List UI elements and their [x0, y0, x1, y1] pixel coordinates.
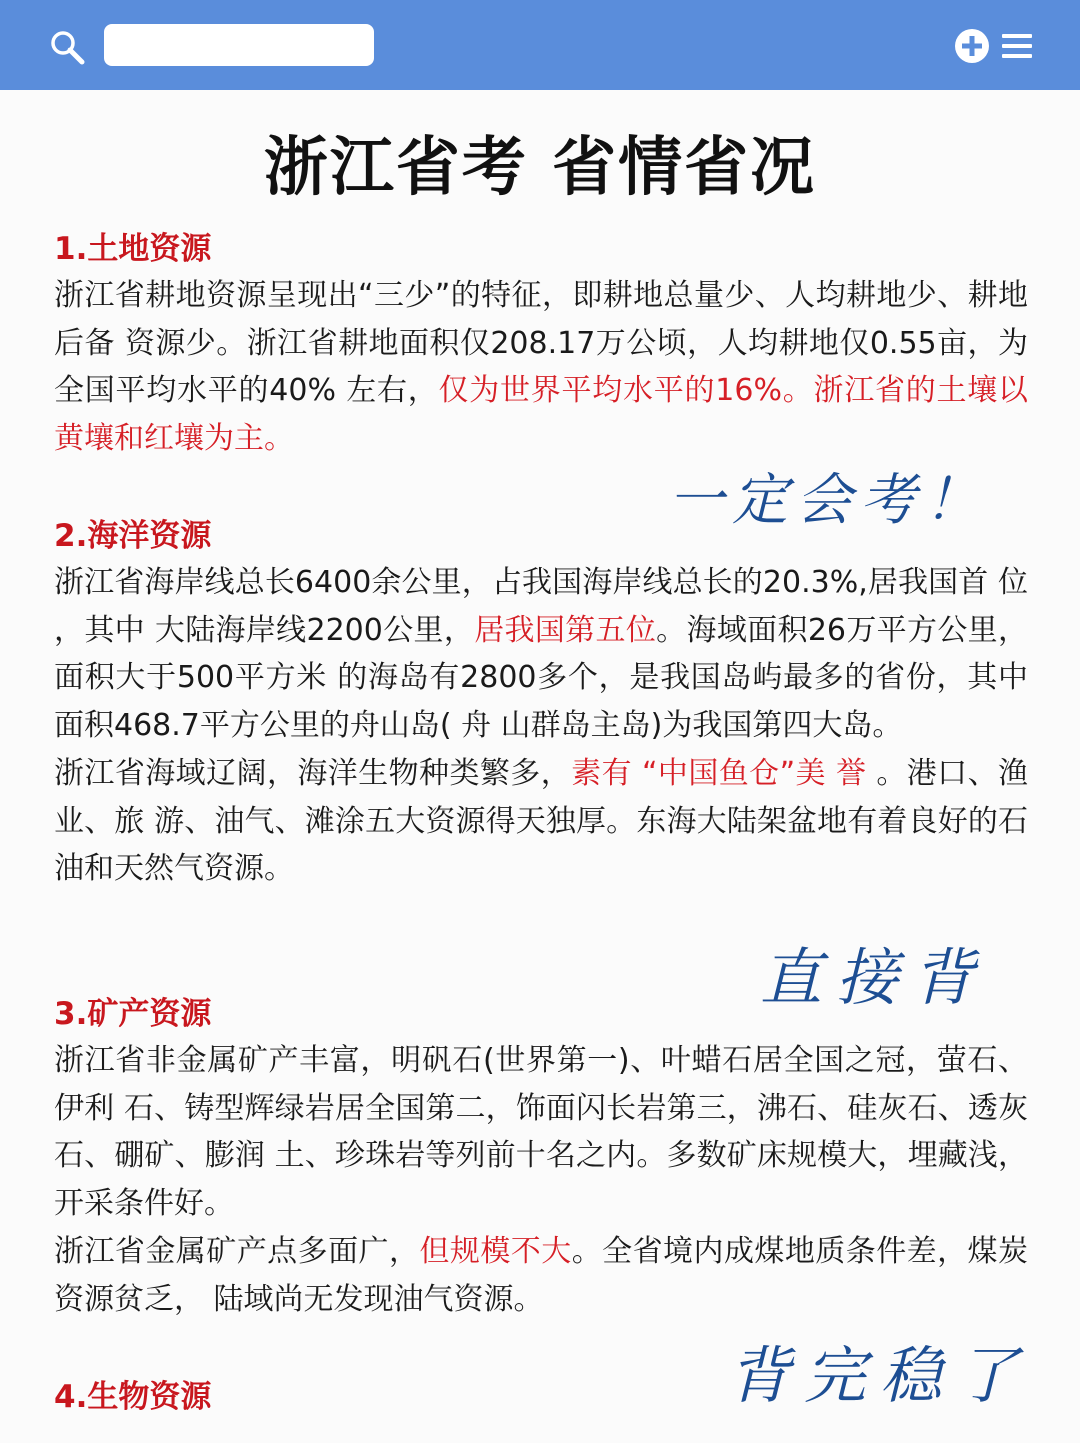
highlight-text: 仅为世界平均水平的16%。浙江省的土壤以黄壤和红壤为主。: [54, 373, 1029, 457]
section-heading: 2.海洋资源: [54, 518, 212, 554]
section-paragraph: [54, 559, 1028, 750]
paragraph-text: 。海域面积26万平方公里，面积大于500平方米 的海岛有2800多个，是我国岛屿最多的省份，其中面积468.7平方公里的舟山岛( 舟 山群岛主岛)为我国第四大岛。: [54, 612, 1028, 744]
paragraph-text: 浙江省海域辽阔，海洋生物种类繁多，: [54, 755, 572, 791]
plus-circle-icon[interactable]: [954, 28, 990, 64]
page-title: 浙江省考 省情省况: [263, 131, 817, 205]
paragraph-text: 浙江省海岸线总长6400余公里，占我国海岸线总长的20.3%,居我国首 位 ，其中 大陆海岸线2200公里，: [54, 565, 1028, 648]
paragraph-text: 。全省境内成煤地质条件差，煤炭资源贫乏， 陆域尚无发现油气资源。: [54, 1233, 1029, 1317]
section-paragraph: [54, 750, 1028, 893]
section-paragraph: [54, 1228, 1028, 1323]
handwritten-note: 一定会考！: [668, 468, 988, 533]
section-land-resources: [54, 226, 1028, 463]
section-mineral-resources: [54, 991, 1028, 1323]
search-icon[interactable]: [48, 28, 86, 66]
paragraph-text: 浙江省耕地资源呈现出“三少”的特征，即耕地总量少、人均耕地少、耕地后备 资源少。浙江省耕地面积仅208.17万公顷，人均耕地仅0.55亩，为全国平均水平的40% 左右，: [54, 278, 1028, 409]
paragraph-text: 。港口、渔业、旅 游、油气、滩涂五大资源得天独厚。东海大陆架盆地有着良好的石油和天然气资源。: [54, 755, 1028, 887]
section-heading: 3.矿产资源: [54, 996, 212, 1032]
handwritten-note: 背完稳了: [728, 1339, 1033, 1412]
paragraph-text: 浙江省非金属矿产丰富，明矾石(世界第一)、叶蜡石居全国之冠，萤石、伊利 石、铸型辉绿岩居全国第二，饰面闪长岩第三，沸石、硅灰石、透灰石、硼矿、膨润 土、珍珠岩等列前十名之内。多数矿床规模大，埋藏浅，开采条件好。: [54, 1043, 1028, 1222]
section-heading: 4.生物资源: [54, 1379, 212, 1415]
highlight-text: 居我国第五位: [474, 612, 657, 648]
hamburger-menu-icon[interactable]: [1002, 32, 1032, 60]
search-input[interactable]: [104, 24, 374, 66]
section-biological-resources: [54, 1374, 1028, 1420]
section-paragraph: [54, 1037, 1028, 1228]
section-paragraph: [54, 272, 1028, 463]
top-bar: [0, 0, 1080, 90]
highlight-text: 素有 “中国鱼仓”美 誉: [571, 755, 867, 791]
highlight-text: 但规模不大: [419, 1233, 572, 1269]
handwritten-note: 直接背: [760, 941, 989, 1014]
section-ocean-resources: [54, 513, 1028, 893]
paragraph-text: 浙江省金属矿产点多面广，: [54, 1233, 420, 1269]
section-heading: 1.土地资源: [54, 231, 212, 267]
